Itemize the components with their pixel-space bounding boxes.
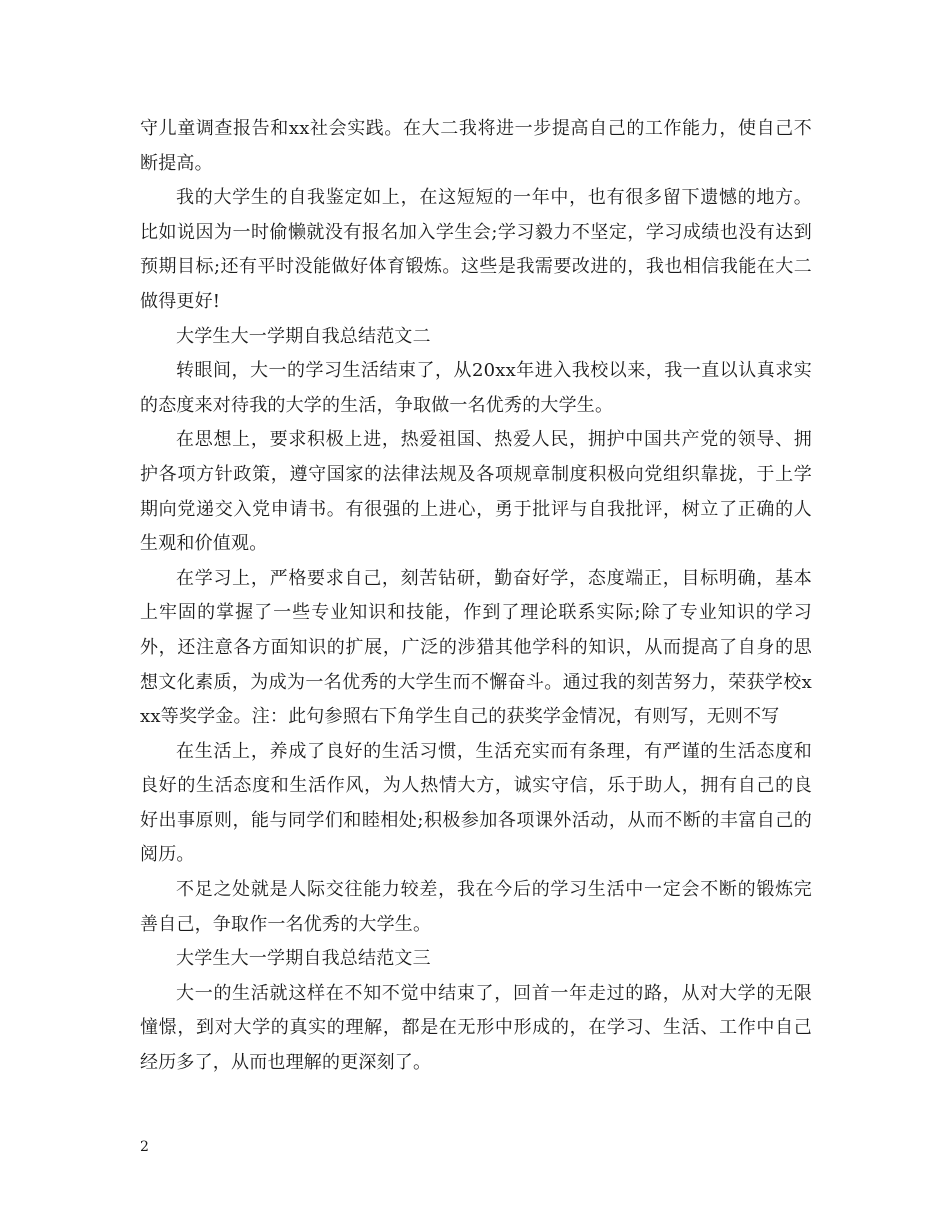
paragraph-self-assessment-conclusion: 我的大学生的自我鉴定如上，在这短短的一年中，也有很多留下遗憾的地方。比如说因为一时偷懒就没有报名加入学生会;学习毅力不坚定，学习成绩也没有达到预期目标;还有平时没能做好体育锻炼。这些是我需要改进的，我也相信我能在大二做得更好! <box>140 187 812 312</box>
section-heading-sample-two: 大学生大一学期自我总结范文二 <box>176 325 431 347</box>
page-number: 2 <box>140 1139 149 1155</box>
paragraph-intro-two: 转眼间，大一的学习生活结束了，从20xx年进入我校以来，我一直以认真求实的态度来对待我的大学的生活，争取做一名优秀的大学生。 <box>140 360 812 416</box>
paragraph-life: 在生活上，养成了良好的生活习惯，生活充实而有条理，有严谨的生活态度和良好的生活态度和生活作风，为人热情大方，诚实守信，乐于助人，拥有自己的良好出事原则，能与同学们和睦相处;积极参加各项课外活动，从而不断的丰富自己的阅历。 <box>140 740 812 866</box>
paragraph-continuation: 守儿童调查报告和xx社会实践。在大二我将进一步提高自己的工作能力，使自己不断提高。 <box>140 118 812 174</box>
document-body <box>140 112 812 1081</box>
paragraph-ideology: 在思想上，要求积极上进，热爱祖国、热爱人民，拥护中国共产党的领导、拥护各项方针政策，遵守国家的法律法规及各项规章制度积极向党组织靠拢，于上学期向党递交入党申请书。有很强的上进心，勇于批评与自我批评，树立了正确的人生观和价值观。 <box>140 429 812 555</box>
section-heading-sample-three: 大学生大一学期自我总结范文三 <box>176 948 431 970</box>
paragraph-shortcomings: 不足之处就是人际交往能力较差，我在今后的学习生活中一定会不断的锻炼完善自己，争取作一名优秀的大学生。 <box>140 879 812 935</box>
paragraph-study: 在学习上，严格要求自己，刻苦钻研，勤奋好学，态度端正，目标明确，基本上牢固的掌握了一些专业知识和技能，作到了理论联系实际;除了专业知识的学习外，还注意各方面知识的扩展，广泛的涉猎其他学科的知识，从而提高了自身的思想文化素质，为成为一名优秀的大学生而不懈奋斗。通过我的刻苦努力，荣获学校xxx等奖学金。注：此句参照右下角学生自己的获奖学金情况，有则写，无则不写 <box>140 567 812 728</box>
paragraph-intro-three: 大一的生活就这样在不知不觉中结束了，回首一年走过的路，从对大学的无限憧憬，到对大学的真实的理解，都是在无形中形成的，在学习、生活、工作中自己经历多了，从而也理解的更深刻了。 <box>140 982 812 1074</box>
